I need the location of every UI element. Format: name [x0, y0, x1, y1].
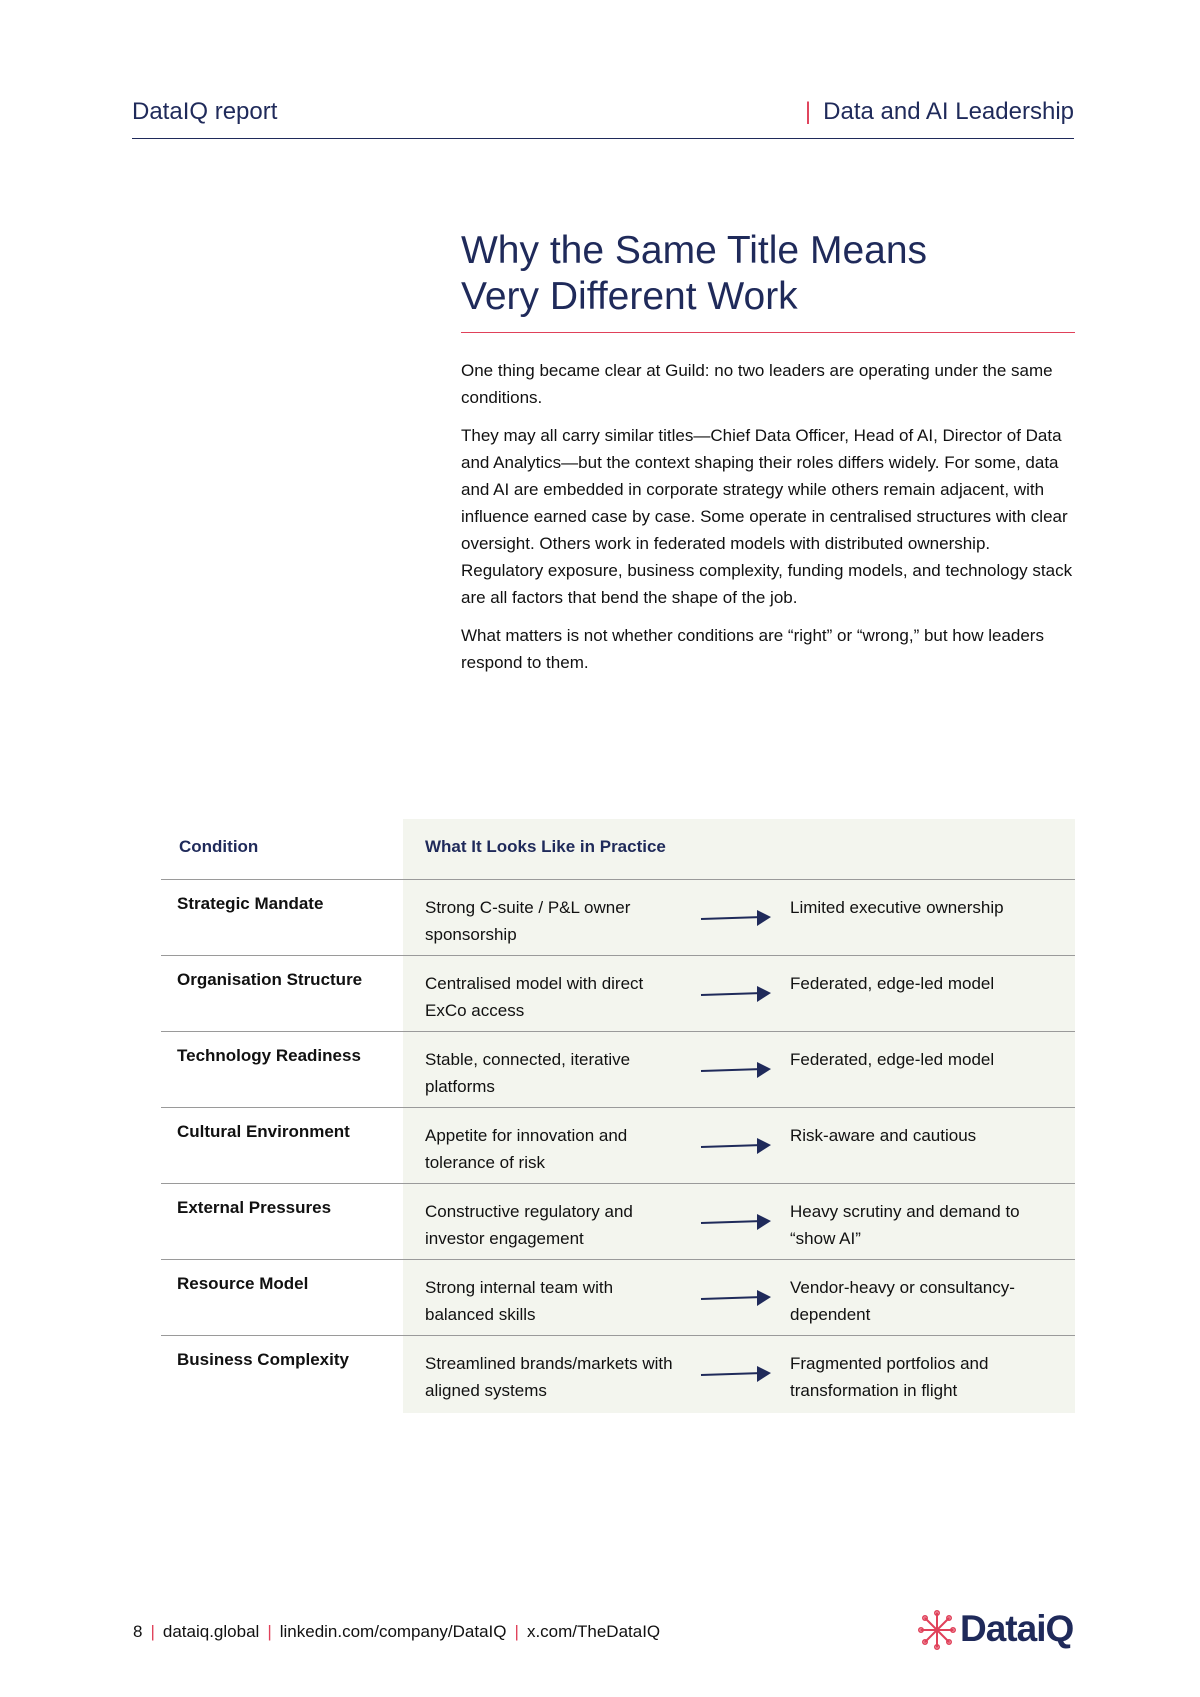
row-to: Limited executive ownership	[790, 898, 1004, 917]
starburst-icon	[918, 1610, 956, 1650]
row-to: Risk-aware and cautious	[790, 1126, 977, 1145]
row-from: Streamlined brands/markets with aligned systems	[425, 1354, 673, 1400]
row-condition: Business Complexity	[177, 1350, 349, 1369]
table-row	[161, 1336, 1075, 1411]
row-condition: Cultural Environment	[177, 1122, 350, 1141]
page-title	[461, 228, 1075, 333]
table-body	[161, 880, 1075, 1411]
table-row	[161, 1184, 1075, 1260]
paragraph: They may all carry similar titles—Chief Data Officer, Head of AI, Director of Data and Analytics—but the context shaping their roles differs widely. For some, data and AI are embedded in corporate strategy while others remain adjacent, with influence earned case by case. Some operate in centralised structures with clear oversight. Others work in federated models with distributed ownership. Regulatory exposure, business complexity, funding models, and technology stack are all factors that bend the shape of the job.	[461, 426, 1073, 607]
row-from: Strong C-suite / P&L owner sponsorship	[425, 898, 631, 944]
arrow-right-icon	[699, 1364, 773, 1386]
article-body	[461, 357, 1075, 676]
linkedin-link[interactable]: linkedin.com/company/DataIQ	[279, 1622, 507, 1641]
table-row	[161, 1260, 1075, 1336]
footer-divider: |	[267, 1622, 272, 1641]
paragraph: One thing became clear at Guild: no two leaders are operating under the same conditions.	[461, 361, 1053, 407]
row-from: Centralised model with direct ExCo access	[425, 974, 644, 1020]
row-from: Appetite for innovation and tolerance of risk	[425, 1126, 628, 1172]
section-label	[805, 98, 1074, 126]
dataiq-logo	[918, 1608, 1086, 1652]
report-label: DataIQ report	[132, 98, 278, 125]
page-footer	[133, 1622, 660, 1642]
table-row	[161, 880, 1075, 956]
row-from: Stable, connected, iterative platforms	[425, 1050, 631, 1096]
row-to: Heavy scrutiny and demand to “show AI”	[790, 1202, 1020, 1248]
website-link[interactable]: dataiq.global	[162, 1622, 260, 1641]
header-divider: |	[804, 98, 812, 125]
arrow-right-icon	[699, 1136, 773, 1158]
arrow-right-icon	[699, 1288, 773, 1310]
page-number: 8	[133, 1622, 143, 1641]
row-condition: Technology Readiness	[177, 1046, 361, 1065]
conditions-table	[161, 819, 1075, 1411]
table-row	[161, 1108, 1075, 1184]
article	[461, 228, 1075, 687]
arrow-right-icon	[699, 1212, 773, 1234]
row-to: Federated, edge-led model	[790, 974, 995, 993]
header-practice: What It Looks Like in Practice	[425, 837, 666, 856]
page-title-line-1: Why the Same Title Means	[461, 229, 928, 272]
table-row	[161, 956, 1075, 1032]
section-label-text: Data and AI Leadership	[823, 98, 1074, 125]
table-row	[161, 1032, 1075, 1108]
row-from: Strong internal team with balanced skills	[425, 1278, 614, 1324]
row-condition: Organisation Structure	[177, 970, 363, 989]
row-to: Federated, edge-led model	[790, 1050, 995, 1069]
row-condition: Strategic Mandate	[177, 894, 324, 913]
row-to: Fragmented portfolios and transformation in flight	[790, 1354, 989, 1400]
footer-divider: |	[514, 1622, 519, 1641]
row-condition: Resource Model	[177, 1274, 309, 1293]
page-header	[132, 92, 1074, 139]
arrow-right-icon	[699, 1060, 773, 1082]
row-from: Constructive regulatory and investor engagement	[425, 1202, 633, 1248]
table-header	[161, 819, 1075, 880]
arrow-right-icon	[699, 908, 773, 930]
x-link[interactable]: x.com/TheDataIQ	[526, 1622, 661, 1641]
logo-wordmark: DataiQ	[960, 1608, 1074, 1649]
paragraph: What matters is not whether conditions are “right” or “wrong,” but how leaders respond to them.	[461, 626, 1044, 672]
row-condition: External Pressures	[177, 1198, 332, 1217]
page-title-line-2: Very Different Work	[461, 275, 798, 318]
footer-divider: |	[150, 1622, 155, 1641]
row-to: Vendor-heavy or consultancy-dependent	[790, 1278, 1015, 1324]
header-condition: Condition	[179, 837, 259, 856]
arrow-right-icon	[699, 984, 773, 1006]
